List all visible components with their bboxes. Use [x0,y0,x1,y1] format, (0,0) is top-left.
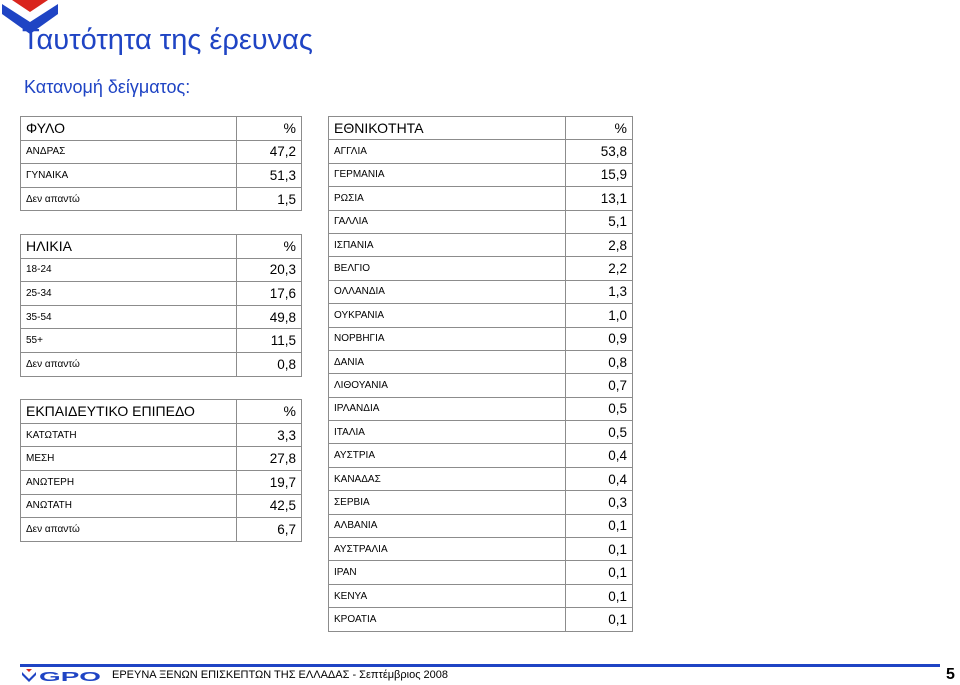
nationality-row [329,538,633,561]
nationality-header-row [329,117,633,140]
nationality-row [329,140,633,163]
gender-header-row-label: ΦΥΛΟ [21,117,237,141]
nationality-row-value: 0,5 [566,421,633,444]
nationality-row-value: 2,8 [566,233,633,256]
nationality-row [329,444,633,467]
nationality-row-value: 0,1 [566,538,633,561]
footer-divider [20,664,940,667]
age-row [21,329,302,353]
nationality-row [329,374,633,397]
age-row-label: 18-24 [21,258,237,282]
nationality-row-label: ΑΛΒΑΝΙΑ [329,514,566,537]
section-spacer [21,211,302,235]
nationality-row-label: ΝΟΡΒΗΓΙΑ [329,327,566,350]
education-row [21,494,302,518]
nationality-row-label: ΙΣΠΑΝΙΑ [329,233,566,256]
education-row-label: Δεν απαντώ [21,518,237,542]
nationality-row-label: ΓΕΡΜΑΝΙΑ [329,163,566,186]
nationality-row-value: 53,8 [566,140,633,163]
age-row-value: 11,5 [237,329,302,353]
education-row-value: 27,8 [237,447,302,471]
nationality-row-label: ΑΥΣΤΡΑΛΙΑ [329,538,566,561]
nationality-row-label: ΙΡΑΝ [329,561,566,584]
age-row-label: Δεν απαντώ [21,352,237,376]
nationality-row-value: 0,9 [566,327,633,350]
nationality-row-value: 0,1 [566,584,633,607]
education-row-label: ΑΝΩΤΑΤΗ [21,494,237,518]
nationality-row-label: ΛΙΘΟΥΑΝΙΑ [329,374,566,397]
nationality-row [329,491,633,514]
nationality-row [329,561,633,584]
age-row-label: 25-34 [21,282,237,306]
nationality-row-value: 13,1 [566,187,633,210]
nationality-row-value: 2,2 [566,257,633,280]
age-row [21,305,302,329]
education-row-value: 42,5 [237,494,302,518]
gender-header-row-value: % [237,117,302,141]
age-row-label: 55+ [21,329,237,353]
page-title: Ταυτότητα της έρευνας [22,24,313,56]
nationality-row-value: 0,5 [566,397,633,420]
nationality-row [329,280,633,303]
nationality-row [329,163,633,186]
gender-row [21,140,302,164]
age-header-row-value: % [237,234,302,258]
education-row-label: ΜΕΣΗ [21,447,237,471]
gpo-logo-icon [22,669,104,683]
age-row-value: 49,8 [237,305,302,329]
education-row-value: 3,3 [237,423,302,447]
nationality-row-value: 0,1 [566,608,633,631]
nationality-row [329,257,633,280]
nationality-header-row-value: % [566,117,633,140]
nationality-row [329,350,633,373]
gender-row [21,187,302,211]
education-row-value: 6,7 [237,518,302,542]
nationality-row-label: ΙΡΛΑΝΔΙΑ [329,397,566,420]
page-number: 5 [946,666,955,683]
nationality-row-value: 1,0 [566,304,633,327]
nationality-row-value: 0,1 [566,561,633,584]
gender-header-row [21,117,302,141]
education-row [21,518,302,542]
gender-row-value: 47,2 [237,140,302,164]
nationality-row [329,514,633,537]
nationality-row [329,467,633,490]
nationality-row-label: ΙΤΑΛΙΑ [329,421,566,444]
nationality-row-label: ΡΩΣΙΑ [329,187,566,210]
nationality-row [329,233,633,256]
nationality-row-value: 5,1 [566,210,633,233]
nationality-row-label: ΟΛΛΑΝΔΙΑ [329,280,566,303]
nationality-row-label: ΑΥΣΤΡΙΑ [329,444,566,467]
demographics-table-body [21,117,302,542]
education-row [21,470,302,494]
age-row [21,282,302,306]
nationality-row [329,327,633,350]
footer-text: ΕΡΕΥΝΑ ΞΕΝΩΝ ΕΠΙΣΚΕΠΤΩΝ ΤΗΣ ΕΛΛΑΔΑΣ - Σεπτέμβριος 2008 [112,669,449,681]
education-row [21,423,302,447]
education-header-row-label: ΕΚΠΑΙΔΕΥΤΙΚΟ ΕΠΙΠΕΔΟ [21,400,237,424]
section-spacer [21,376,302,400]
section-spacer-cell [21,211,302,235]
education-row [21,447,302,471]
nationality-row [329,397,633,420]
age-row-value: 17,6 [237,282,302,306]
gender-row-label: ΑΝΔΡΑΣ [21,140,237,164]
demographics-table [20,116,302,542]
nationality-row [329,584,633,607]
nationality-table-body [329,117,633,632]
education-row-label: ΚΑΤΩΤΑΤΗ [21,423,237,447]
nationality-row-label: ΚΕΝΥΑ [329,584,566,607]
nationality-row-label: ΚΡΟΑΤΙΑ [329,608,566,631]
age-row [21,352,302,376]
nationality-row-value: 1,3 [566,280,633,303]
nationality-row-value: 0,7 [566,374,633,397]
age-row [21,258,302,282]
nationality-row-label: ΣΕΡΒΙΑ [329,491,566,514]
nationality-row-value: 0,1 [566,514,633,537]
nationality-row [329,304,633,327]
nationality-row-value: 0,8 [566,350,633,373]
nationality-row-value: 0,3 [566,491,633,514]
nationality-row-label: ΟΥΚΡΑΝΙΑ [329,304,566,327]
nationality-row-label: ΑΓΓΛΙΑ [329,140,566,163]
nationality-row-value: 0,4 [566,444,633,467]
age-header-row-label: ΗΛΙΚΙΑ [21,234,237,258]
age-row-value: 20,3 [237,258,302,282]
education-header-row [21,400,302,424]
gender-row-value: 1,5 [237,187,302,211]
nationality-row [329,210,633,233]
nationality-row-label: ΔΑΝΙΑ [329,350,566,373]
age-row-label: 35-54 [21,305,237,329]
education-row-label: ΑΝΩΤΕΡΗ [21,470,237,494]
gender-row-value: 51,3 [237,164,302,188]
nationality-row-value: 15,9 [566,163,633,186]
gender-row [21,164,302,188]
nationality-row-value: 0,4 [566,467,633,490]
nationality-row-label: ΒΕΛΓΙΟ [329,257,566,280]
gender-row-label: Δεν απαντώ [21,187,237,211]
section-spacer-cell [21,376,302,400]
nationality-row [329,608,633,631]
footer-logo-text: GPO [39,669,101,683]
age-header-row [21,234,302,258]
nationality-row-label: ΓΑΛΛΙΑ [329,210,566,233]
age-row-value: 0,8 [237,352,302,376]
nationality-header-row-label: ΕΘΝΙΚΟΤΗΤΑ [329,117,566,140]
page-subtitle: Κατανομή δείγματος: [24,77,191,97]
gender-row-label: ΓΥΝΑΙΚΑ [21,164,237,188]
nationality-row-label: ΚΑΝΑΔΑΣ [329,467,566,490]
nationality-row [329,421,633,444]
education-header-row-value: % [237,400,302,424]
education-row-value: 19,7 [237,470,302,494]
nationality-row [329,187,633,210]
nationality-table [328,116,633,632]
